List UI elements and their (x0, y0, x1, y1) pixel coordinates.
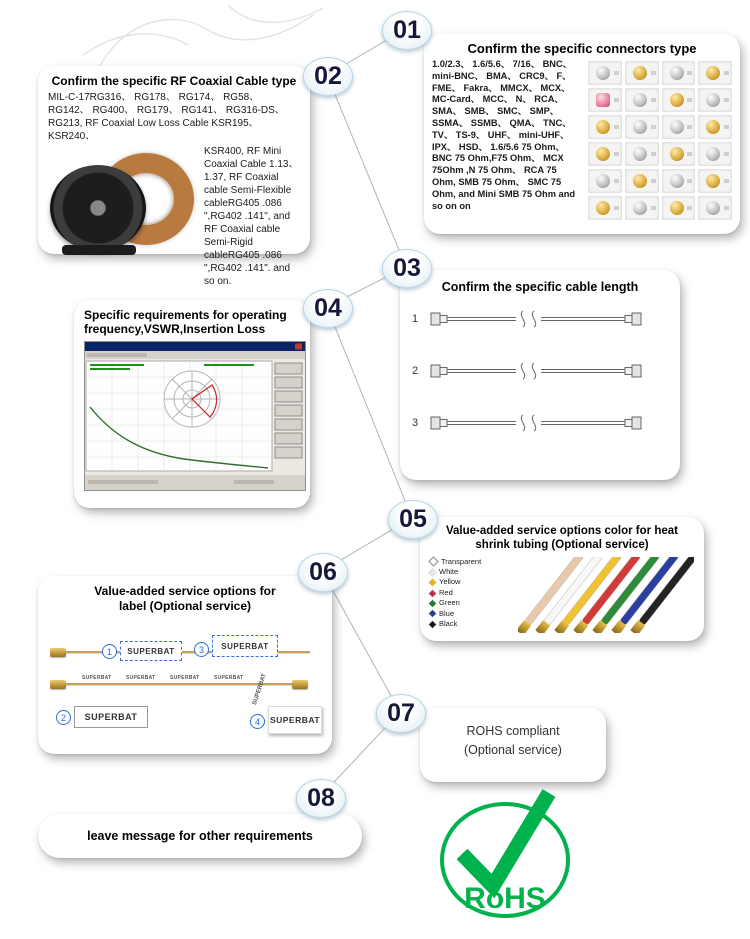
step-number: 04 (314, 294, 342, 322)
color-option (430, 557, 510, 567)
superbat-label: SUPERBAT (120, 641, 182, 661)
label-marker-1: 1 (102, 644, 117, 659)
color-option-label: Black (439, 619, 458, 629)
rohs-subtitle: (Optional service) (464, 742, 562, 757)
connector-photo (625, 115, 659, 139)
color-swatch-icon (429, 579, 436, 586)
cable-length-number: 3 (412, 417, 419, 429)
color-swatch-icon (429, 621, 436, 628)
connector-photo (588, 142, 622, 166)
label-marker-4: 4 (250, 714, 265, 729)
step-badge-05 (388, 500, 438, 539)
connector-photo (698, 88, 732, 112)
connector-photo (588, 61, 622, 85)
step-card-heat-shrink-color (420, 517, 704, 641)
step-number: 05 (399, 505, 427, 533)
label-marker-3: 3 (194, 642, 209, 657)
step-number: 02 (314, 62, 342, 90)
card-title: leave message for other requirements (87, 829, 313, 843)
card-title: Value-added service options color for heat shrink tubing (Optional service) (446, 525, 678, 551)
connector-type-list: 1.0/2.3、 1.6/5.6、 7/16、 BNC、 mini-BNC、 BMA、 CRC9、 F、 FME、 Fakra、 MMCX、 MCX、 MC-Card、 MCC、 N、 RCA、 SMA、 SMB、 SMC、 SMP、 SSMA、 SSMB、 QMA、 TNC、 TV、 TS-9、 UHF、 mini-UHF、 IPX、 HSD、 1.6/5.6 75 Ohm、 BNC 75 Ohm,F75 Ohm、 MCX 75Ohm ,N 75 Ohm、 RCA 75 Ohm, SMB 75 Ohm、 SMC 75 Ohm, and Mini SMB 75 Ohm and so on on (432, 59, 576, 211)
step-number: 03 (393, 254, 421, 282)
cable-length-row (412, 356, 668, 386)
connector-photo (698, 61, 732, 85)
cable-length-row (412, 304, 668, 334)
connector-photo (588, 196, 622, 220)
color-option-label: Transparent (441, 556, 482, 566)
cable-length-row (412, 408, 668, 438)
connector-photo (662, 115, 696, 139)
color-swatch-icon (429, 557, 439, 567)
superbat-label: SUPERBAT (74, 706, 148, 728)
printed-brand-text: SUPERBAT (214, 675, 244, 681)
step-card-leave-message (38, 814, 362, 858)
vna-screenshot (84, 341, 306, 491)
step-badge-08 (296, 779, 346, 818)
sma-connector-photo (292, 680, 308, 689)
rohs-title: ROHS compliant (466, 724, 560, 738)
cable-length-rows (412, 304, 668, 438)
connector-photo (588, 115, 622, 139)
color-swatch-icon (429, 600, 436, 607)
color-option (430, 598, 510, 608)
spool-flange (62, 245, 136, 255)
connector-photo (698, 115, 732, 139)
color-option-label: White (439, 567, 459, 576)
connector-photo (662, 88, 696, 112)
connector-photo (662, 142, 696, 166)
rohs-logo-text: RoHS (464, 882, 546, 915)
step-card-label-service (38, 576, 332, 754)
connector-photo (625, 196, 659, 220)
cable-drawing (430, 356, 642, 386)
printed-brand-text: SUPERBAT (170, 675, 200, 681)
black-cable-spool-photo (50, 165, 146, 251)
card-title: Confirm the specific connectors type (467, 41, 697, 56)
connector-photo (662, 169, 696, 193)
connector-photo (698, 196, 732, 220)
step-badge-06 (298, 553, 348, 592)
color-option-label: Green (439, 598, 460, 608)
step-number: 07 (387, 699, 415, 727)
label-marker-2: 2 (56, 710, 71, 725)
connector-photo (588, 169, 622, 193)
cable-drawing (430, 408, 642, 438)
step-badge-01 (382, 11, 432, 50)
colored-cables-photo (518, 557, 694, 633)
connector-photo (625, 142, 659, 166)
cable-spools-photo (48, 145, 198, 257)
color-option (430, 588, 510, 598)
step-card-cable-length (400, 270, 680, 480)
card-title: Value-added service options for label (Optional service) (94, 584, 276, 613)
printed-brand-text: SUPERBAT (126, 675, 156, 681)
connector-photo (698, 142, 732, 166)
connector-photo (698, 169, 732, 193)
connector-photos-grid (588, 59, 732, 220)
cable-type-list-rest: KSR400, RF Mini Coaxial Cable 1.13、 1.37, RF Coaxial cable Semi-Flexible cableRG405 .086 ",RG402 .141", and RF Coaxial cable Semi-Rigid cableRG405 .086 ",RG402 .141". and so on. (204, 146, 299, 287)
cable-type-list-intro: MIL-C-17RG316、 RG178、 RG174、 RG58、 RG142、 RG400、 RG179、 RG141、 RG316-DS、 RG213, RF Coaxial Low Loss Cable KSR195、 KSR240、 (48, 92, 285, 142)
superbat-label: SUPERBAT (268, 706, 322, 734)
step-number: 08 (307, 784, 335, 812)
label-examples-illustration (48, 620, 322, 742)
color-swatch-icon (429, 610, 436, 617)
flag-label-rotated: SUPERBAT (252, 673, 268, 706)
color-option-label: Blue (439, 608, 455, 618)
step-card-cable-type (38, 66, 310, 287)
card-title: Specific requirements for operating frequency,VSWR,Insertion Loss (84, 308, 287, 336)
card-title: Confirm the specific RF Coaxial Cable type (51, 74, 297, 88)
step-card-connectors-type (424, 34, 740, 234)
step-number: 01 (393, 16, 421, 44)
cable-length-number: 1 (412, 313, 419, 325)
color-option-label: Yellow (439, 577, 461, 587)
connector-photo (662, 196, 696, 220)
color-option (430, 567, 510, 577)
color-option-label: Red (439, 587, 453, 597)
cable-drawing (430, 304, 642, 334)
color-swatch-icon (429, 569, 436, 576)
step-badge-02 (303, 57, 353, 96)
checkmark-icon (462, 793, 549, 886)
connector-photo (625, 88, 659, 112)
card-title: Confirm the specific cable length (441, 280, 639, 294)
color-option (430, 609, 510, 619)
step-badge-03 (382, 249, 432, 288)
step-badge-04 (303, 289, 353, 328)
connector-photo (588, 88, 622, 112)
color-option (430, 577, 510, 587)
color-options-legend (430, 557, 510, 633)
superbat-label: SUPERBAT (212, 635, 278, 657)
printed-brand-text: SUPERBAT (82, 675, 112, 681)
connector-photo (625, 61, 659, 85)
color-swatch-icon (429, 589, 436, 596)
color-option (430, 619, 510, 629)
step-number: 06 (309, 558, 337, 586)
rohs-logo (430, 768, 580, 926)
cable-length-number: 2 (412, 365, 419, 377)
connector-photo (662, 61, 696, 85)
connector-photo (625, 169, 659, 193)
step-card-electrical-requirements (74, 300, 310, 508)
step-badge-07 (376, 694, 426, 733)
